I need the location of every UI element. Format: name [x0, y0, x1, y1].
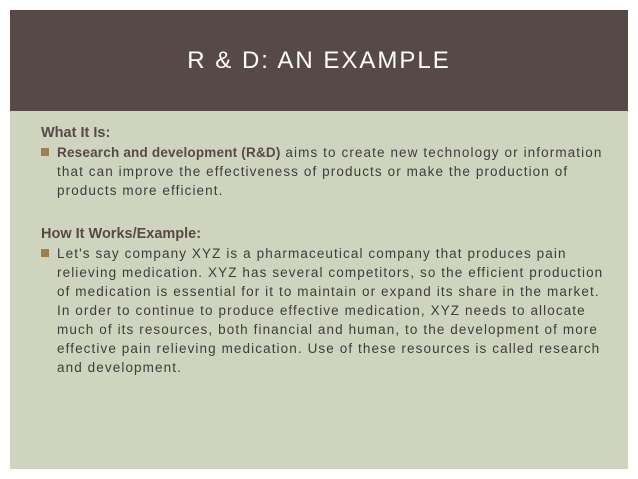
title-bar	[10, 10, 628, 111]
bullet-square-icon	[41, 244, 57, 257]
bullet-text	[57, 143, 611, 200]
slide-body	[41, 123, 611, 377]
bold-term: Research and development (R&D)	[57, 145, 281, 160]
section-heading-what-it-is: What It Is:	[41, 125, 111, 141]
section-heading-how-it-works: How It Works/Example:	[41, 226, 202, 242]
bullet-definition	[41, 143, 611, 200]
definition-text: aims to create new technology or information that can improve the effectiveness of products or make the production of products more efficient.	[57, 145, 603, 198]
example-text: Let's say company XYZ is a pharmaceutical company that produces pain relieving medication. XYZ has several competitors, so the efficient production of medication is essential for it to maintain or expand its share in the market. In order to continue to produce effective medication, XYZ needs to allocate much of its resources, both financial and human, to the development of more effective pain relieving medication. Use of these resources is called research and development.	[57, 246, 604, 375]
bullet-square-icon	[41, 143, 57, 156]
bullet-example	[41, 244, 611, 377]
slide-title: R & D: AN EXAMPLE	[187, 46, 451, 74]
slide	[10, 10, 628, 469]
